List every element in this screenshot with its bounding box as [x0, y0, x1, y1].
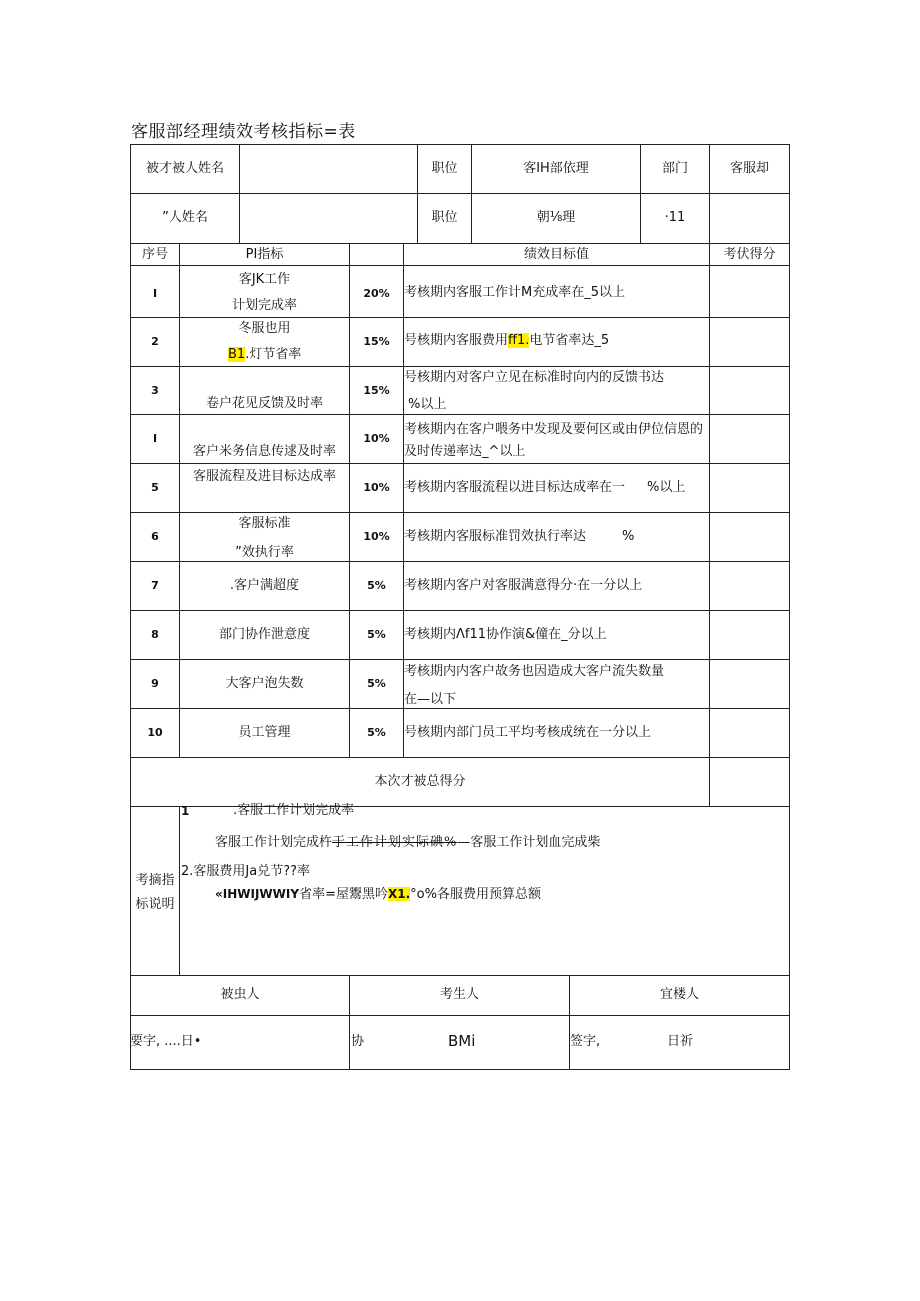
notes-label: 标说明	[135, 897, 175, 912]
row-weight: 5%	[367, 628, 386, 641]
row-no: 10	[147, 726, 163, 739]
row-kpi: .客户满超度	[229, 578, 300, 593]
evaluator-position-value: 朝⅛理	[536, 210, 576, 225]
header-kpi: PI指标	[245, 247, 284, 262]
row-kpi: 大客户泡失数	[225, 676, 304, 691]
row-weight: 5%	[367, 726, 386, 739]
row-target: 考核期内客服工作计M充成率在_5以上	[404, 285, 625, 300]
header-no: 序号	[141, 247, 168, 262]
row-weight: 10%	[363, 530, 390, 543]
row-weight: 5%	[367, 579, 386, 592]
evaluator-signature-line: 协	[351, 1034, 365, 1049]
note-1-number: 1	[181, 804, 190, 818]
evaluator-name-label: ”人姓名	[162, 210, 208, 225]
evaluator-position-label: 职位	[431, 210, 458, 225]
highlight-mark: ff1.	[508, 333, 530, 348]
row-kpi: 客JK工作	[238, 272, 291, 287]
row-target: 考核期内客服标准罚效执行率达	[404, 529, 587, 544]
row-target: 号核期内客服费用ff1.电节省率达_5	[404, 333, 610, 348]
position-value: 客IH部依理	[523, 161, 589, 176]
row-weight: 10%	[363, 432, 390, 445]
row-target: 考核期内在客户喂务中发现及要何区或由伊位信恩的	[404, 422, 704, 437]
row-target: %以上	[647, 480, 686, 495]
evaluatee-name-label: 被才被人姓名	[145, 161, 224, 176]
evaluatee-sign-header: 被虫人	[220, 987, 260, 1002]
row-target: 及时传递率达_^以上	[404, 444, 526, 459]
row-kpi: 客服标准	[238, 516, 291, 531]
row-kpi: 客户米务信息传逑及时率	[192, 444, 336, 459]
note-1-formula: 客服工作计划完成杵于工作计划实际碘%—客服工作计划血完成柴	[215, 835, 601, 850]
row-no: 8	[151, 628, 159, 641]
row-target: 考核期内客户对客服满意得分·在一分以上	[404, 578, 643, 593]
reviewer-sign-header: 宜楼人	[659, 987, 699, 1002]
row-target: 在—以下	[404, 692, 457, 707]
page-title: 客服部经理绩效考核指标=表	[131, 122, 356, 142]
row-weight: 20%	[363, 287, 390, 300]
header-target: 绩效目标值	[523, 247, 589, 262]
header-score: 考伏得分	[723, 247, 776, 262]
row-kpi: 客服流程及进目标达成率	[192, 469, 336, 484]
row-no: 9	[151, 677, 159, 690]
evaluator-sign-header: 考生人	[439, 987, 479, 1002]
row-target: 考核期内内客户故务也因造成大客户流失数量	[404, 664, 665, 679]
row-target: 考核期内Λf11协作演&僮在_分以上	[404, 627, 607, 642]
row-no: I	[152, 432, 158, 445]
row-weight: 10%	[363, 481, 390, 494]
row-target: %	[622, 529, 635, 544]
row-target: 号核期内部门员工平均考核成统在一分以上	[404, 725, 652, 740]
evaluator-signature-value: BMi	[448, 1032, 476, 1050]
row-kpi: 卷户花见反馈及时率	[205, 396, 323, 411]
department-value: 客服却	[729, 161, 769, 176]
note-1-title: .客服工作计划完成率	[233, 803, 355, 818]
row-kpi: 员工管理	[238, 725, 291, 740]
highlight-mark: B1	[228, 347, 246, 362]
row-kpi: 计划完成率	[231, 298, 297, 313]
row-target: %以上	[408, 397, 447, 412]
row-no: 6	[151, 530, 159, 543]
row-target: 考核期内客服流程以进目标达成率在一	[404, 480, 626, 495]
position-label: 职位	[431, 161, 458, 176]
note-2-formula: «IHWIJWWIY省率=屋鬻黑吟X1.°o%各服费用预算总额	[215, 887, 541, 902]
row-no: 7	[151, 579, 159, 592]
row-no: 5	[151, 481, 159, 494]
row-kpi: 冬服也用	[238, 321, 291, 336]
notes-label: 考摘指	[135, 873, 175, 888]
total-score-label: 本次才被总得分	[374, 774, 466, 789]
reviewer-date-label: 日祈	[667, 1034, 694, 1049]
row-no: 2	[151, 335, 159, 348]
evaluatee-signature-line: 要字, ....日•	[130, 1034, 202, 1049]
row-no: I	[152, 287, 158, 300]
evaluator-department-label: ·11	[664, 210, 686, 225]
row-kpi: 部门协作泄意度	[218, 627, 310, 642]
reviewer-signature-line: 签字,	[570, 1034, 601, 1049]
row-weight: 15%	[363, 335, 390, 348]
note-2-title: 2.客服费用Ja兑节??率	[181, 864, 311, 879]
row-no: 3	[151, 384, 159, 397]
row-weight: 5%	[367, 677, 386, 690]
row-weight: 15%	[363, 384, 390, 397]
department-label: 部门	[661, 161, 688, 176]
row-target: 号核期内对客户立见在标准时向内的反馈书达	[404, 370, 665, 385]
row-kpi: B1.灯节省率	[228, 347, 302, 362]
row-kpi: ”效执行率	[235, 545, 294, 560]
highlight-mark: X1.	[387, 887, 411, 901]
